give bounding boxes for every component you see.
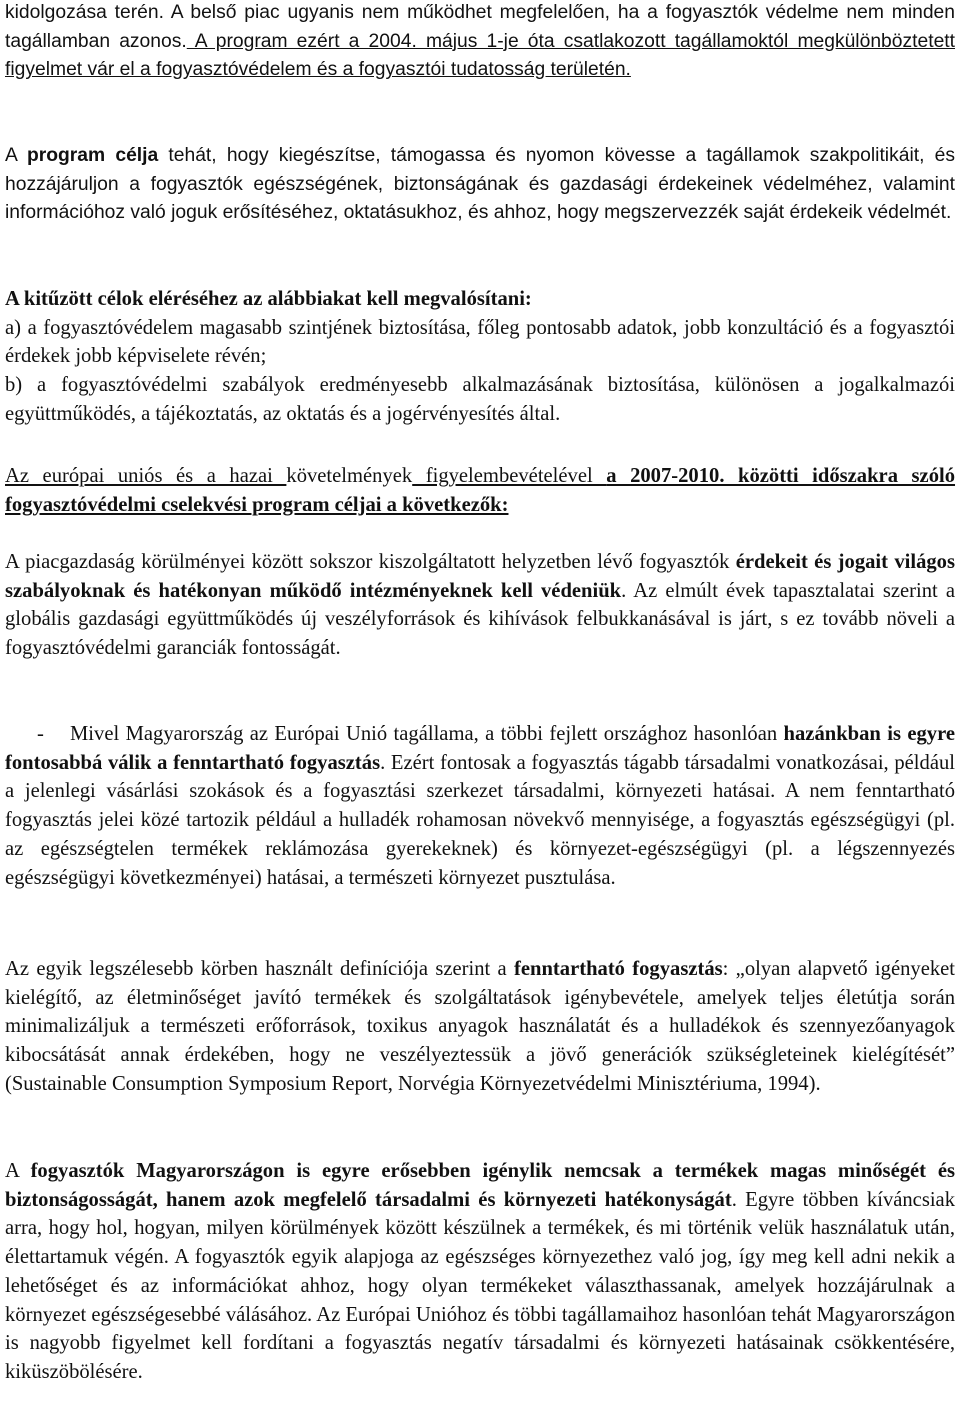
goal-text-pre: A [5,145,27,166]
paragraph-market-economy [5,548,955,663]
sustainable-text-rest: . Ezért fontosak a fogyasztás tágabb társadalmi vonatkozásai, például a jelenlegi vásárlási szokások és a fogyasztási szerkezet társadalmi, környezeti hatásai. A nem fenntartható fogyasztás jelei közé tartozik például a hulladék rohamosan növekvő mennyisége, a fogyasztás egészségügyi (pl. az egészségtelen termékek reklámozása gyerekeknek) és környezet-egészségügyi (pl. a légszennyezés egészségügyi következményei) hatásai, a természeti környezet pusztulása. [5,751,955,889]
paragraph-program-heading [5,462,955,519]
goal-text-rest: tehát, hogy kiegészítse, támogassa és nyomon kövesse a tagállamok szakpolitikáit, és hozzájáruljon a fogyasztók egészségének, biztonságának és gazdasági érdekeinek védelméhez, valamint információhoz való joguk erősítéséhez, oktatásukhoz, és ahhoz, hogy megszervezzék saját érdekeik védelmét. [5,145,955,224]
paragraph-program-goal [5,142,955,228]
paragraph-definition [5,955,955,1099]
paragraph-intro [5,0,955,85]
objective-item-b: b) a fogyasztóvédelmi szabályok eredményesebb alkalmazásának biztosítása, különösen a jogalkalmazói együttműködés, a tájékoztatás, az oktatás és a jogérvényesítés által. [5,374,955,425]
definition-text-rest: : „olyan alapvető igényeket kielégítő, az életminőséget javító termékek és szolgáltatások igénybevétele, amelyek teljes életútja során minimalizáljuk a természeti erőforrások, toxikus anyagok használatát és a hulladékok és szennyezőanyagok kibocsátását annak érdekében, hogy ne veszélyeztessük a jövő generációk szükségleteinek kielégítését” (Sustainable Consumption Symposium Report, Norvégia Környezetvédelmi Minisztériuma, 1994). [5,958,955,1095]
consumers-text-bold: fogyasztók Magyarországon is egyre erősebben igénylik nemcsak a termékek magas minőségét és biztonságosságát, hanem azok megfelelő társadalmi és környezeti hatékonyságát [5,1160,955,1211]
paragraph-sustainable-dash [5,720,955,892]
heading-part-4: a 2007-2010. közötti időszakra szóló fogyasztóvédelmi cselekvési program céljai a következők: [5,465,956,516]
intro-text-2-underlined: A program ezért a 2004. május 1-je óta csatlakozott tagállamoktól megkülönböztetett figyelmet vár el a fogyasztóvédelem és a fogyasztói tudatosság területén. [5,30,956,81]
objective-item-a: a) a fogyasztóvédelem magasabb szintjének biztosítása, főleg pontosabb adatok, jobb konzultáció és a fogyasztói érdekek jobb képviselete révén; [5,316,955,368]
definition-text-bold: fenntartható fogyasztás [514,958,723,980]
intro-text-1: kidolgozása terén. A belső piac ugyanis nem működhet megfelelően, ha a fogyasztók védelme nem minden tagállamban azonos. [5,2,955,52]
consumers-text-rest: . Egyre többen kíváncsiak arra, hogy hol, hogyan, milyen körülmények között készülnek a termékek, és mi történik velük használatuk után, élettartamuk végén. A fogyasztók egyik alapjoga az egészséges környezethez való jog, így meg kell adni nekik a lehetőséget és az információkat ahhoz, hogy olyan termékeket választhassanak, amelyek hozzájárulnak a környezet egészségesebbé válásához. Az Európai Unióhoz és többi tagállamaihoz hasonlóan tehát Magyarországon is nagyobb figyelmet kell fordítani a fogyasztás negatív társadalmi és környezeti hatásainak csökkentésére, kiküszöbölésére. [5,1188,955,1383]
paragraph-consumers-hungary [5,1157,955,1387]
market-text-pre: A piacgazdaság körülményei között sokszor kiszolgáltatott helyzetben lévő fogyasztók [5,551,736,573]
section-objectives [5,285,955,429]
heading-part-1: Az európai uniós és a hazai [5,465,287,487]
sustainable-text-pre: Mivel Magyarország az Európai Unió tagállama, a többi fejlett országhoz hasonlóan [70,723,784,745]
heading-part-3: figyelembevételével [412,465,607,487]
definition-text-pre: Az egyik legszélesebb körben használt definíciója szerint a [5,958,515,980]
market-text-bold: érdekeit és jogait világos szabályoknak és hatékonyan működő intézményeknek kell védeniük [5,551,955,602]
sustainable-text-bold: hazánkban is egyre fontosabbá válik a fenntartható fogyasztás [5,723,955,774]
heading-part-2: követelmények [286,465,413,487]
objectives-heading-text: A kitűzött célok eléréséhez az alábbiakat kell megvalósítani: [5,288,532,310]
goal-text-bold: program célja [26,145,159,166]
dash-bullet: - [37,723,44,745]
consumers-text-pre: A [5,1160,31,1182]
objectives-heading [5,285,955,314]
market-text-rest: . Az elmúlt évek tapasztalatai szerint a globális gazdasági együttműködés új veszélyforrások és kihívások felbukkanásával is járt, s ez tovább növeli a fogyasztóvédelmi garanciák fontosságát. [5,579,955,660]
